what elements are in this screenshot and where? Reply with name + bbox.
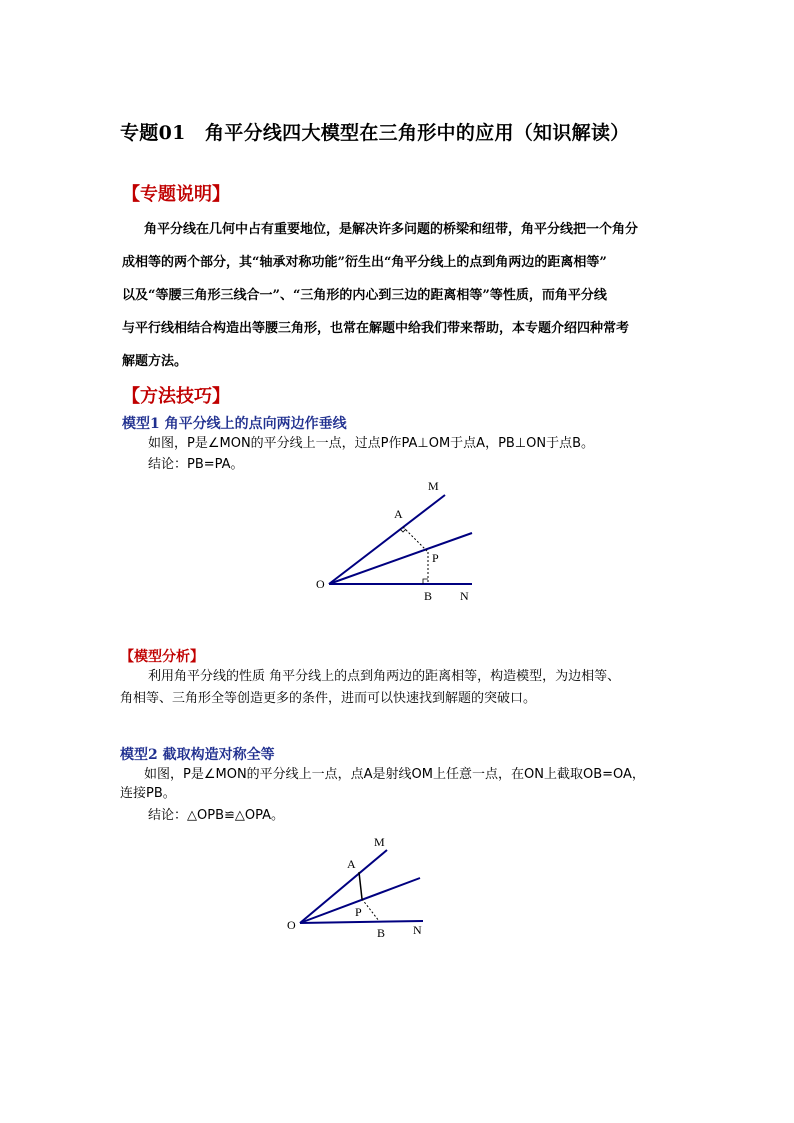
right-angle-mark-a (400, 529, 406, 532)
section-heading-methods: 【方法技巧】 (122, 386, 230, 407)
segment-pb (362, 899, 379, 921)
model1-description: 如图，P是∠MON的平分线上一点，过点P作PA⊥OM于点A，PB⊥ON于点B。 (148, 436, 595, 451)
intro-line: 与平行线相结合构造出等腰三角形，也常在解题中给我们带来帮助，本专题介绍四种常考 (122, 321, 630, 336)
intro-line: 成相等的两个部分，其“轴承对称功能”衍生出“角平分线上的点到角两边的距离相等” (122, 255, 607, 270)
label-a: A (394, 507, 403, 521)
analysis-heading: 【模型分析】 (120, 649, 204, 665)
label-a: A (347, 857, 356, 871)
intro-line: 以及“等腰三角形三线合一”、“三角形的内心到三边的距离相等”等性质，而角平分线 (122, 288, 607, 303)
model1-diagram (300, 470, 500, 610)
label-p: P (432, 551, 439, 565)
label-b: B (424, 589, 433, 603)
model1-conclusion: 结论：PB=PA。 (148, 457, 244, 472)
label-o: O (287, 918, 296, 932)
model2-diagram (275, 830, 435, 945)
section-heading-intro: 【专题说明】 (122, 184, 230, 205)
page-title: 专题01 角平分线四大模型在三角形中的应用（知识解读） (120, 122, 630, 144)
intro-line: 解题方法。 (122, 354, 188, 369)
analysis-line-1: 利用角平分线的性质 角平分线上的点到角两边的距离相等，构造模型，为边相等、 (148, 669, 621, 684)
segment-pa (359, 872, 362, 899)
intro-paragraph (122, 213, 682, 378)
label-b: B (377, 926, 386, 940)
ray-op-bisector (329, 533, 472, 584)
label-n: N (460, 589, 469, 603)
perpendicular-pa (403, 527, 428, 552)
ray-on (300, 921, 423, 923)
label-m: M (374, 835, 385, 849)
ray-om (300, 850, 387, 923)
ray-om (329, 495, 445, 584)
label-m: M (428, 479, 439, 493)
intro-line: 角平分线在几何中占有重要地位，是解决许多问题的桥梁和纽带，角平分线把一个角分 (144, 222, 639, 237)
model1-heading: 模型1 角平分线上的点向两边作垂线 (122, 416, 347, 432)
model2-conclusion: 结论：△OPB≌△OPA。 (148, 808, 285, 823)
model2-description-line-2: 连接PB。 (120, 786, 176, 801)
model2-heading: 模型2 截取构造对称全等 (120, 747, 275, 763)
label-p: P (355, 905, 362, 919)
label-o: O (316, 577, 325, 591)
model2-description-line-1: 如图，P是∠MON的平分线上一点，点A是射线OM上任意一点，在ON上截取OB=OA， (144, 767, 645, 782)
analysis-line-2: 角相等、三角形全等创造更多的条件，进而可以快速找到解题的突破口。 (120, 691, 537, 706)
label-n: N (413, 923, 422, 937)
